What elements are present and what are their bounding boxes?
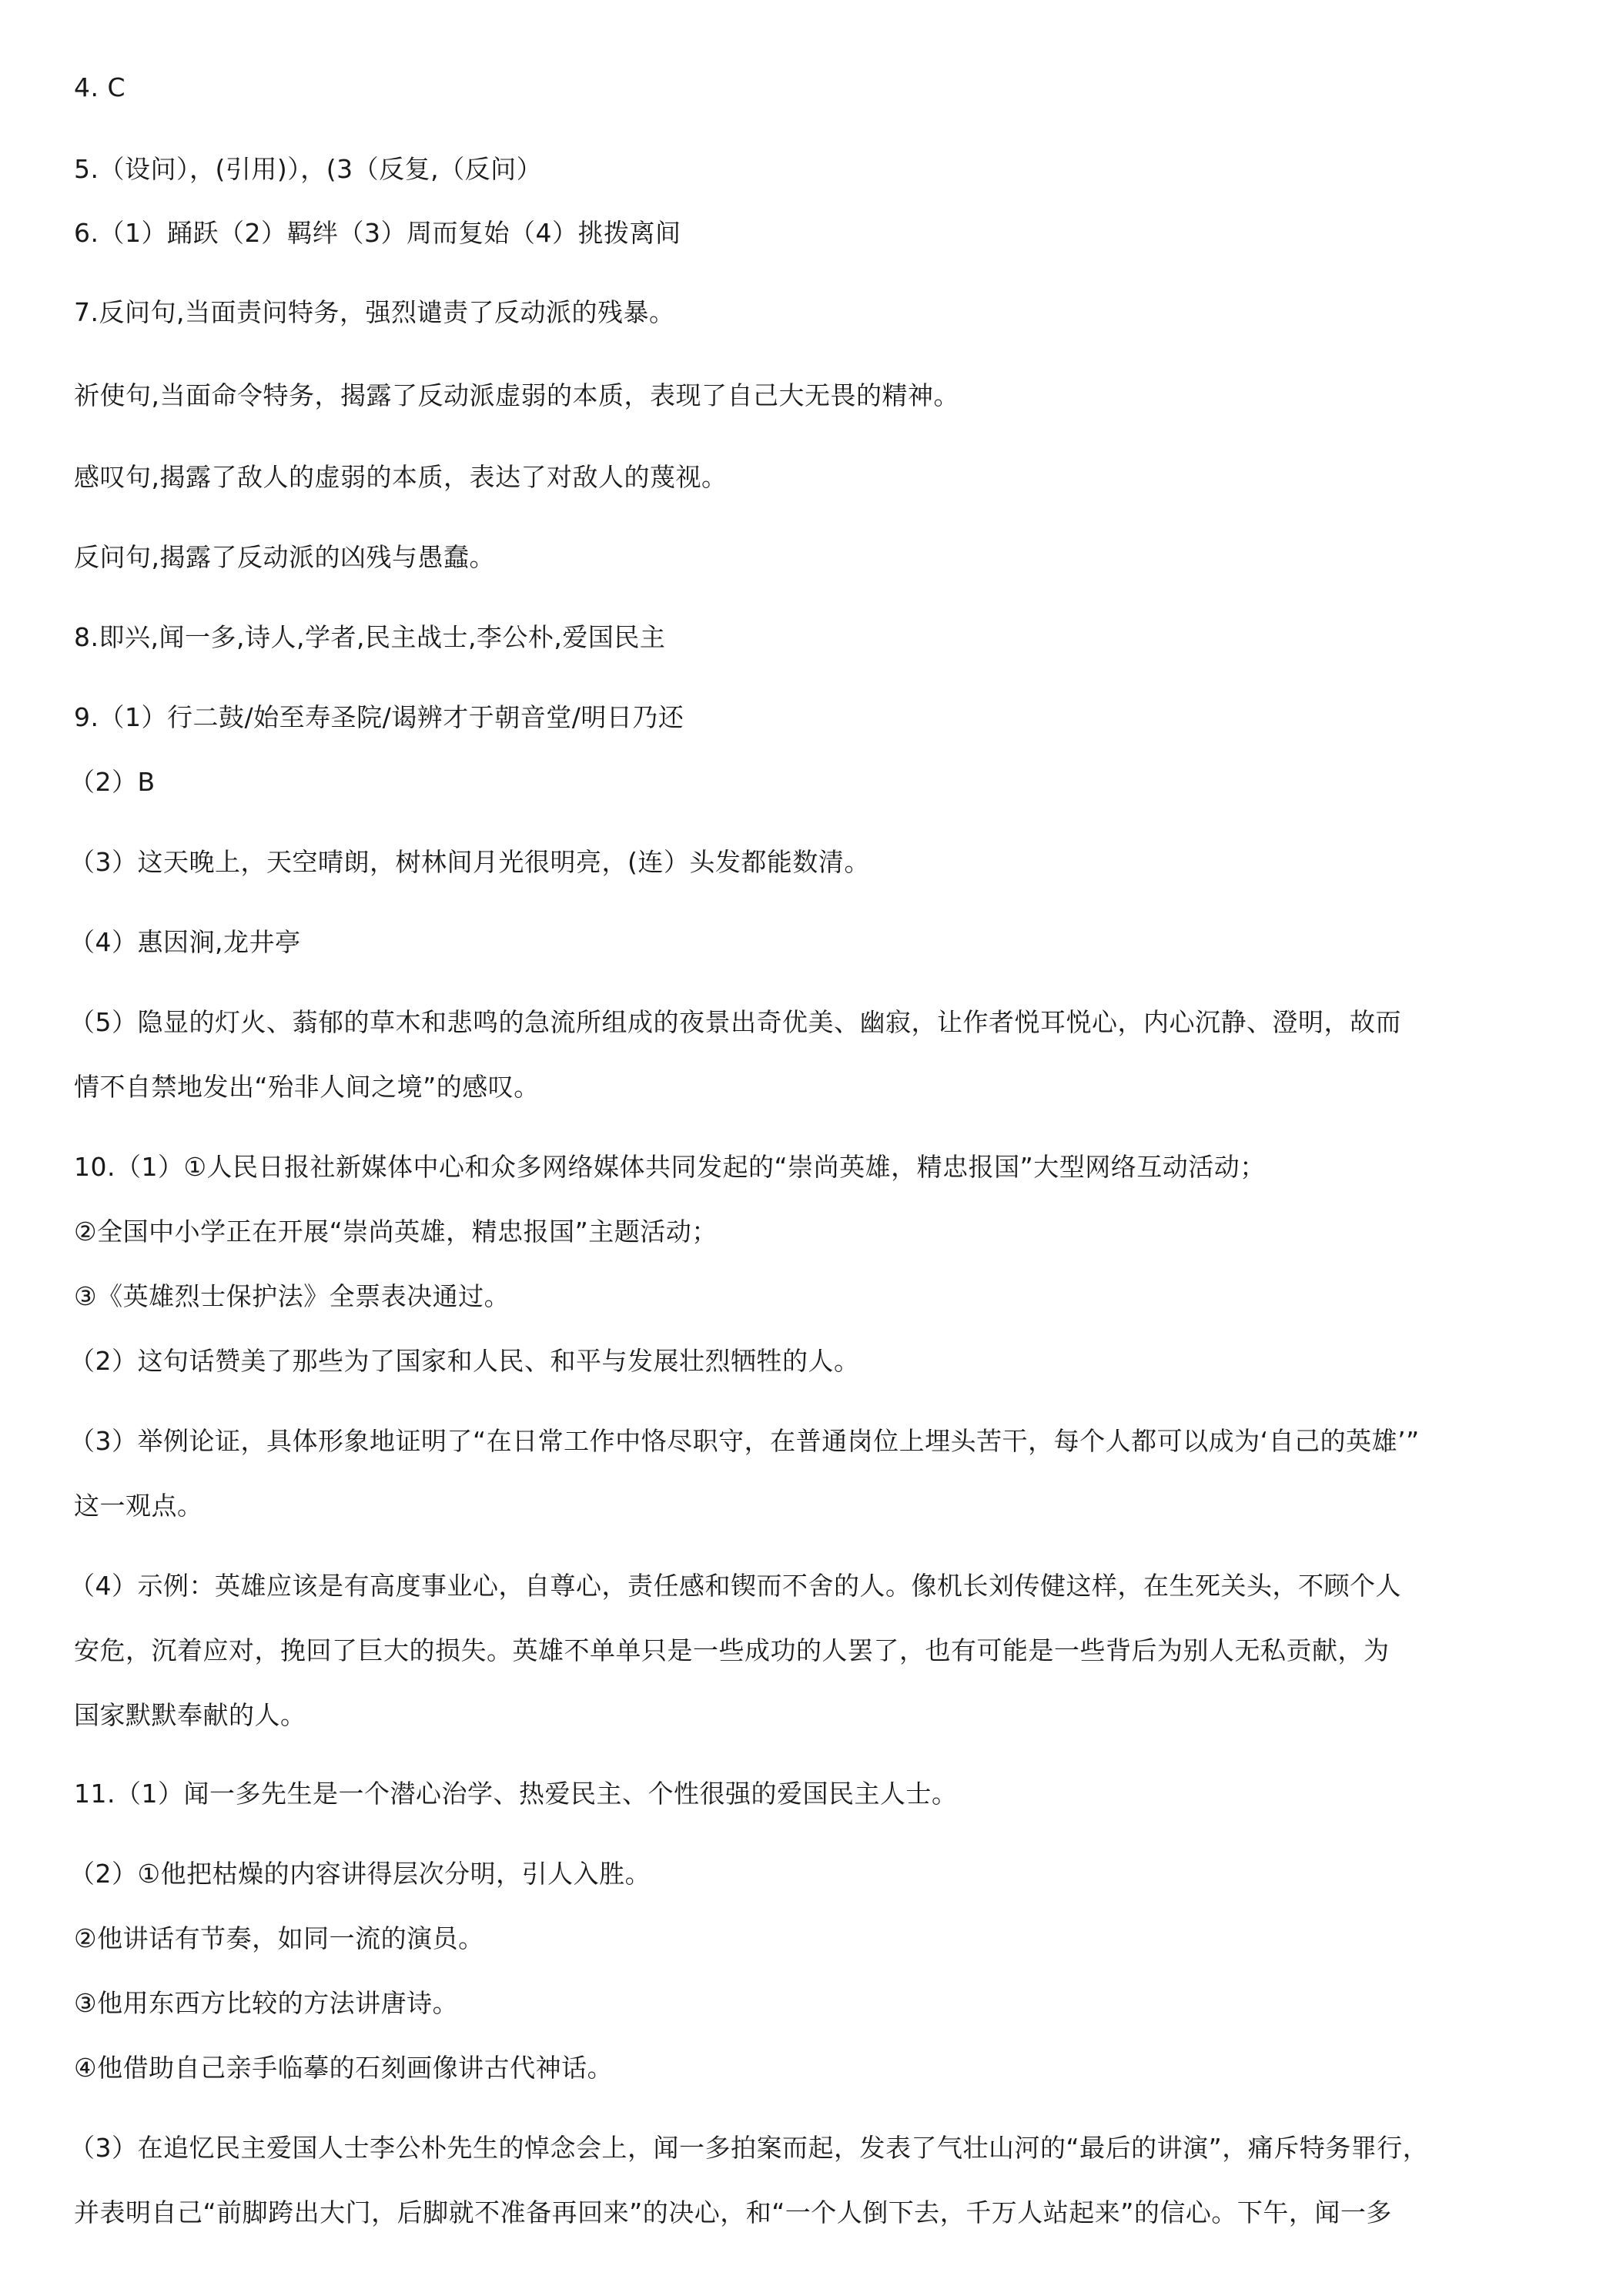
answer-11-part-1: 11.（1）闻一多先生是一个潜心治学、热爱民主、个性很强的爱国民主人士。 (74, 1779, 958, 1809)
answer-11-part-2-line-1: （2）①他把枯燥的内容讲得层次分明，引人入胜。 (69, 1859, 651, 1889)
answer-9-part-1: 9.（1）行二鼓/始至寿圣院/谒辨才于朝音堂/明日乃还 (74, 702, 684, 732)
answer-9-part-4: （4）惠因涧,龙井亭 (69, 927, 301, 957)
answer-9-part-2: （2）B (69, 767, 156, 797)
answer-10-part-1-line-2: ②全国中小学正在开展“崇尚英雄，精忠报国”主题活动； (74, 1217, 718, 1247)
answer-8: 8.即兴,闻一多,诗人,学者,民主战士,李公朴,爱国民主 (74, 622, 666, 652)
answer-11-part-2-line-3: ③他用东西方比较的方法讲唐诗。 (74, 1988, 459, 2018)
answer-11-part-2-line-2: ②他讲话有节奏，如同一流的演员。 (74, 1923, 484, 1953)
answer-7-line-2: 祈使句,当面命令特务，揭露了反动派虚弱的本质，表现了自己大无畏的精神。 (74, 380, 959, 410)
answer-10-part-4-line-3: 国家默默奉献的人。 (74, 1700, 306, 1730)
answer-11-part-2-line-4: ④他借助自己亲手临摹的石刻画像讲古代神话。 (74, 2053, 614, 2083)
answer-6: 6.（1）踊跃（2）羁绊（3）周而复始（4）挑拨离间 (74, 218, 681, 248)
answer-9-part-5-line-1: （5）隐显的灯火、蓊郁的草木和悲鸣的急流所组成的夜景出奇优美、幽寂，让作者悦耳悦心，内心沉静、澄明，故而 (69, 1007, 1401, 1037)
answer-10-part-4-line-1: （4）示例：英雄应该是有高度事业心，自尊心，责任感和锲而不舍的人。像机长刘传健这样，在生死关头，不顾个人 (69, 1571, 1401, 1601)
answer-11-part-3-line-2: 并表明自己“前脚跨出大门，后脚就不准备再回来”的决心，和“一个人倒下去，千万人站起来”的信心。下午，闻一多 (74, 2197, 1392, 2227)
answer-10-part-1-line-3: ③《英雄烈士保护法》全票表决通过。 (74, 1281, 510, 1311)
answer-11-part-3-line-1: （3）在追忆民主爱国人士李公朴先生的悼念会上，闻一多拍案而起，发表了气壮山河的“最后的讲演”，痛斥特务罪行， (69, 2133, 1429, 2163)
answer-9-part-3: （3）这天晚上，天空晴朗，树林间月光很明亮，(连）头发都能数清。 (69, 847, 870, 877)
answer-5: 5.（设问），(引用)），(3（反复,（反问） (74, 154, 543, 184)
answer-10-part-4-line-2: 安危，沉着应对，挽回了巨大的损失。英雄不单单只是一些成功的人罢了，也有可能是一些背后为别人无私贡献，为 (74, 1635, 1390, 1665)
answer-9-part-5-line-2: 情不自禁地发出“殆非人间之境”的感叹。 (74, 1072, 540, 1102)
answer-10-part-2: （2）这句话赞美了那些为了国家和人民、和平与发展壮烈牺牲的人。 (69, 1346, 860, 1376)
answer-10-part-3-line-2: 这一观点。 (74, 1491, 203, 1521)
answer-7-line-3: 感叹句,揭露了敌人的虚弱的本质，表达了对敌人的蔑视。 (74, 462, 728, 492)
answer-4: 4. C (74, 72, 126, 102)
answer-10-part-3-line-1: （3）举例论证，具体形象地证明了“在日常工作中恪尽职守，在普通岗位上埋头苦干，每个人都可以成为‘自己的英雄’” (69, 1426, 1420, 1456)
answer-7-line-1: 7.反问句,当面责问特务，强烈谴责了反动派的残暴。 (74, 297, 675, 327)
answer-10-part-1-line-1: 10.（1）①人民日报社新媒体中心和众多网络媒体共同发起的“崇尚英雄，精忠报国”大型网络互动活动； (74, 1152, 1266, 1182)
answer-7-line-4: 反问句,揭露了反动派的凶残与愚蠢。 (74, 542, 495, 572)
